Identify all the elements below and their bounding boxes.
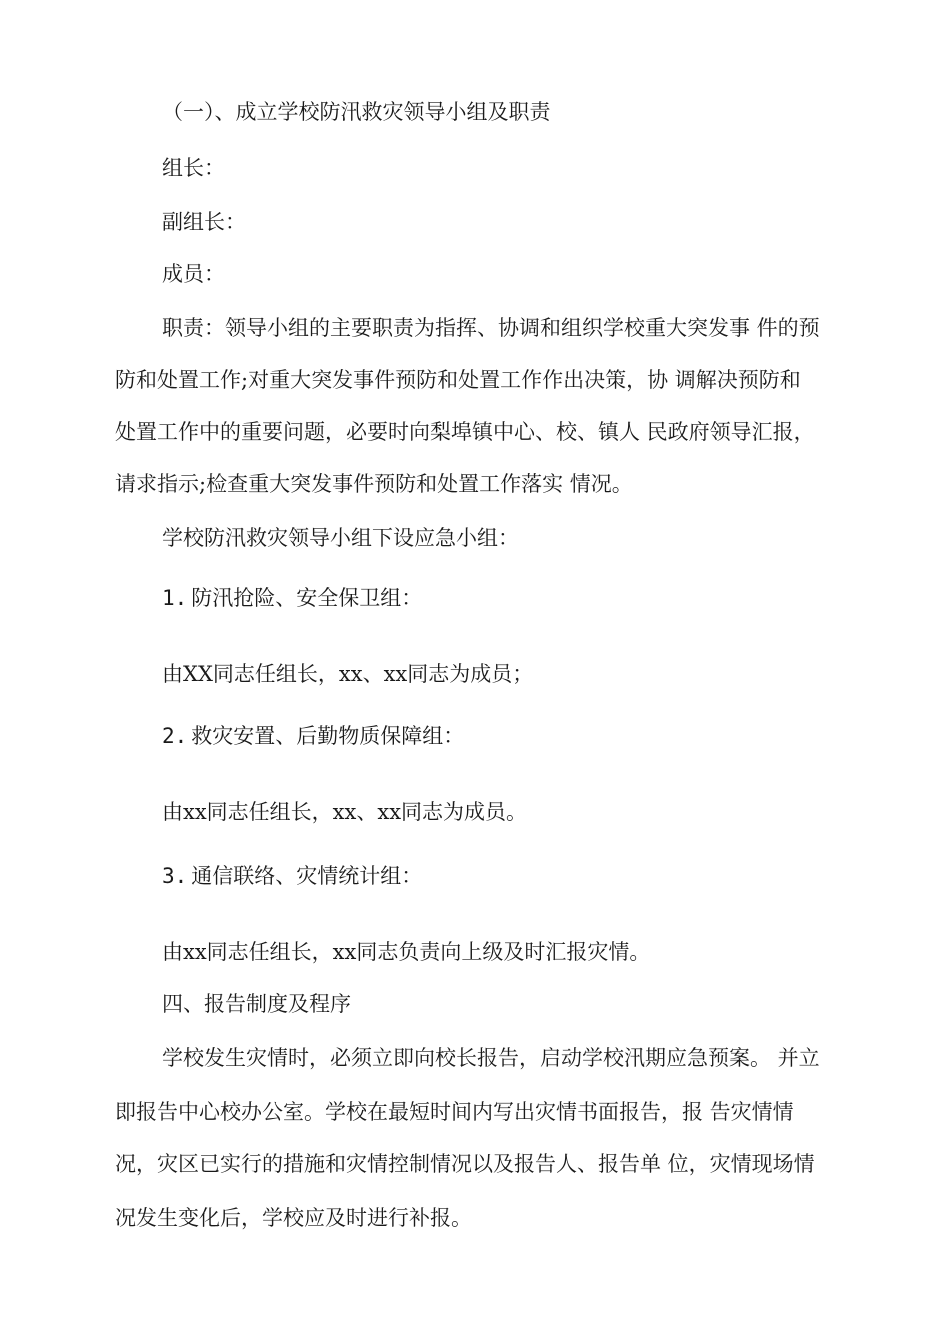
group-2-name: 救灾安置、后勤物质保障组：: [191, 724, 465, 748]
group-3-title: [0, 862, 950, 890]
members-label: 成员：: [162, 262, 225, 286]
duties-line-4: 请求指示;检查重大突发事件预防和处置工作落实 情况。: [115, 472, 633, 496]
report-line-4: 况发生变化后，学校应及时进行补报。: [115, 1206, 472, 1230]
group-2-number: 2.: [162, 724, 188, 748]
group-3-number: 3.: [162, 864, 188, 888]
group-1-number: 1.: [162, 586, 188, 610]
section-heading-leaders: （一）、成立学校防汛救灾领导小组及职责: [162, 100, 551, 124]
duties-line-2: 防和处置工作;对重大突发事件预防和处置工作作出决策，协 调解决预防和: [115, 368, 801, 392]
duties-line-1: 职责：领导小组的主要职责为指挥、协调和组织学校重大突发事 件的预: [162, 316, 820, 340]
group-1-assignment: 由XX同志任组长，xx、xx同志为成员；: [162, 662, 534, 686]
deputy-leader-label: 副组长：: [162, 210, 246, 234]
group-2-title: [0, 722, 950, 750]
group-3-name: 通信联络、灾情统计组：: [191, 864, 423, 888]
report-line-2: 即报告中心校办公室。学校在最短时间内写出灾情书面报告，报 告灾情情: [115, 1100, 794, 1124]
group-3-assignment: 由xx同志任组长，xx同志负责向上级及时汇报灾情。: [162, 940, 651, 964]
group-1-name: 防汛抢险、安全保卫组：: [191, 586, 423, 610]
group-1-title: [0, 584, 950, 612]
leader-label: 组长：: [162, 156, 225, 180]
subgroups-intro: 学校防汛救灾领导小组下设应急小组：: [162, 526, 519, 550]
group-2-assignment: 由xx同志任组长，xx、xx同志为成员。: [162, 800, 528, 824]
section-four-heading: 四、报告制度及程序: [162, 992, 351, 1016]
duties-line-3: 处置工作中的重要问题，必要时向梨埠镇中心、校、镇人 民政府领导汇报，: [115, 420, 815, 444]
report-line-1: 学校发生灾情时，必须立即向校长报告，启动学校汛期应急预案。 并立: [162, 1046, 820, 1070]
report-line-3: 况，灾区已实行的措施和灾情控制情况以及报告人、报告单 位，灾情现场情: [115, 1152, 815, 1176]
